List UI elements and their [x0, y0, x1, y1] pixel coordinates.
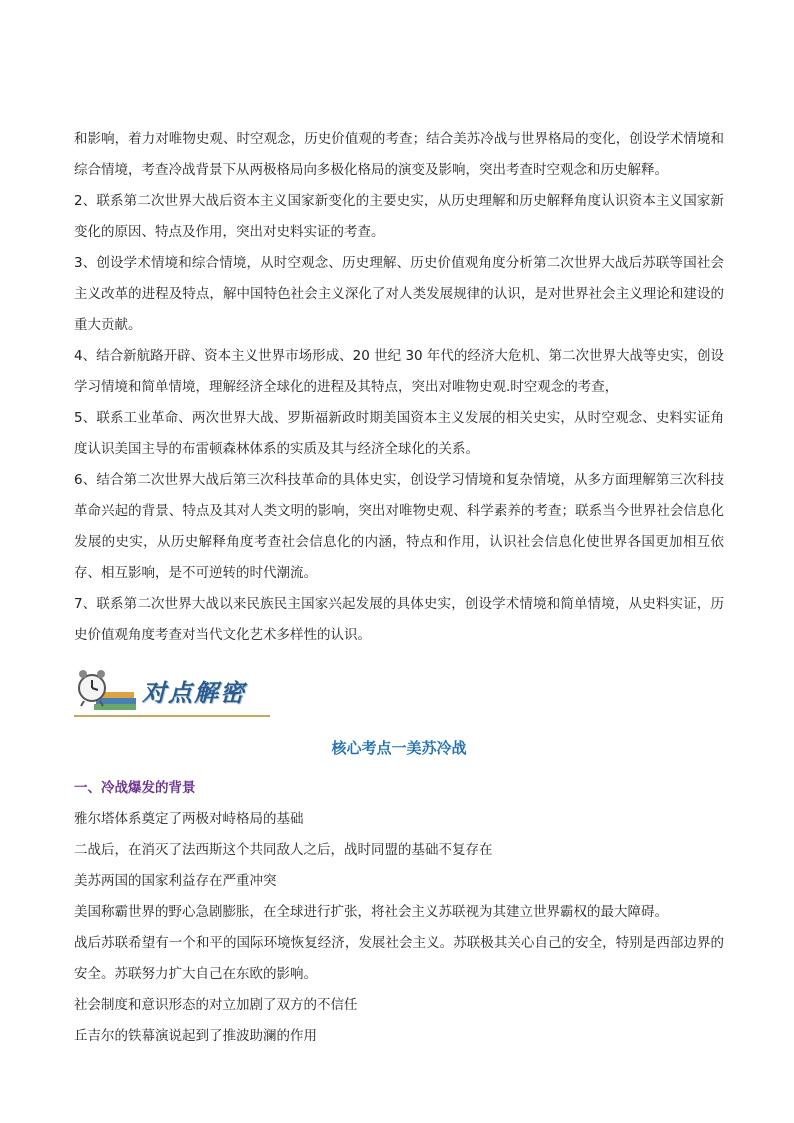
intro-paragraph: 和影响，着力对唯物史观、时空观念，历史价值观的考查；结合美苏冷战与世界格局的变化，创设学术情境和综合情境，考查冷战背景下从两极格局向多极化格局的演变及影响，突出考查时空观念和历史解释。 [74, 131, 724, 178]
background-points-list [74, 804, 724, 1052]
intro-section [74, 124, 724, 651]
intro-paragraph: 7、联系第二次世界大战以来民族民主国家兴起发展的具体史实，创设学术情境和简单情境，从史料实证，历史价值观角度考查对当代文化艺术多样性的认识。 [74, 596, 724, 643]
list-item: 美苏两国的国家利益存在严重冲突 [74, 873, 277, 889]
banner-underline [74, 715, 270, 717]
list-item: 战后苏联希望有一个和平的国际环境恢复经济，发展社会主义。苏联极其关心自己的安全，特别是西部边界的安全。苏联努力扩大自己在东欧的影响。 [74, 935, 724, 982]
list-item: 丘吉尔的铁幕演说起到了推波助澜的作用 [74, 1028, 317, 1044]
intro-paragraph: 2、联系第二次世界大战后资本主义国家新变化的主要史实，从历史理解和历史解释角度认识资本主义国家新变化的原因、特点及作用，突出对史料实证的考查。 [74, 193, 724, 240]
list-item: 社会制度和意识形态的对立加剧了双方的不信任 [74, 997, 358, 1013]
document-page [74, 124, 724, 1052]
core-topic-heading: 核心考点一美苏冷战 [331, 739, 467, 757]
section-banner [74, 665, 724, 725]
intro-paragraph: 4、结合新航路开辟、资本主义世界市场形成、20 世纪 30 年代的经济大危机、第二次世界大战等史实，创设学习情境和简单情境，理解经济全球化的进程及其特点，突出对唯物史观.时空观念的考查， [74, 348, 724, 395]
intro-paragraph: 6、结合第二次世界大战后第三次科技革命的具体史实，创设学习情境和复杂情境，从多方面理解第三次科技革命兴起的背景、特点及其对人类文明的影响，突出对唯物史观、科学素养的考查；联系当今世界社会信息化发展的史实，从历史解释角度考查社会信息化的内涵，特点和作用，认识社会信息化使世界各国更加相互依存、相互影响，是不可逆转的时代潮流。 [74, 472, 724, 581]
banner-title: 对点解密 [142, 677, 246, 707]
intro-paragraph: 3、创设学术情境和综合情境，从时空观念、历史理解、历史价值观角度分析第二次世界大战后苏联等国社会主义改革的进程及特点，解中国特色社会主义深化了对人类发展规律的认识，是对世界社会主义理论和建设的重大贡献。 [74, 255, 724, 333]
section-subheading: 一、冷战爆发的背景 [74, 780, 196, 796]
alarm-clock-and-books-icon [76, 668, 138, 712]
list-item: 二战后，在消灭了法西斯这个共同敌人之后，战时同盟的基础不复存在 [74, 842, 493, 858]
list-item: 美国称霸世界的野心急剧膨胀，在全球进行扩张，将社会主义苏联视为其建立世界霸权的最大障碍。 [74, 904, 668, 920]
banner-content [76, 669, 272, 711]
list-item: 雅尔塔体系奠定了两极对峙格局的基础 [74, 811, 304, 827]
intro-paragraph: 5、联系工业革命、两次世界大战、罗斯福新政时期美国资本主义发展的相关史实，从时空观念、史料实证角度认识美国主导的布雷顿森林体系的实质及其与经济全球化的关系。 [74, 410, 724, 457]
